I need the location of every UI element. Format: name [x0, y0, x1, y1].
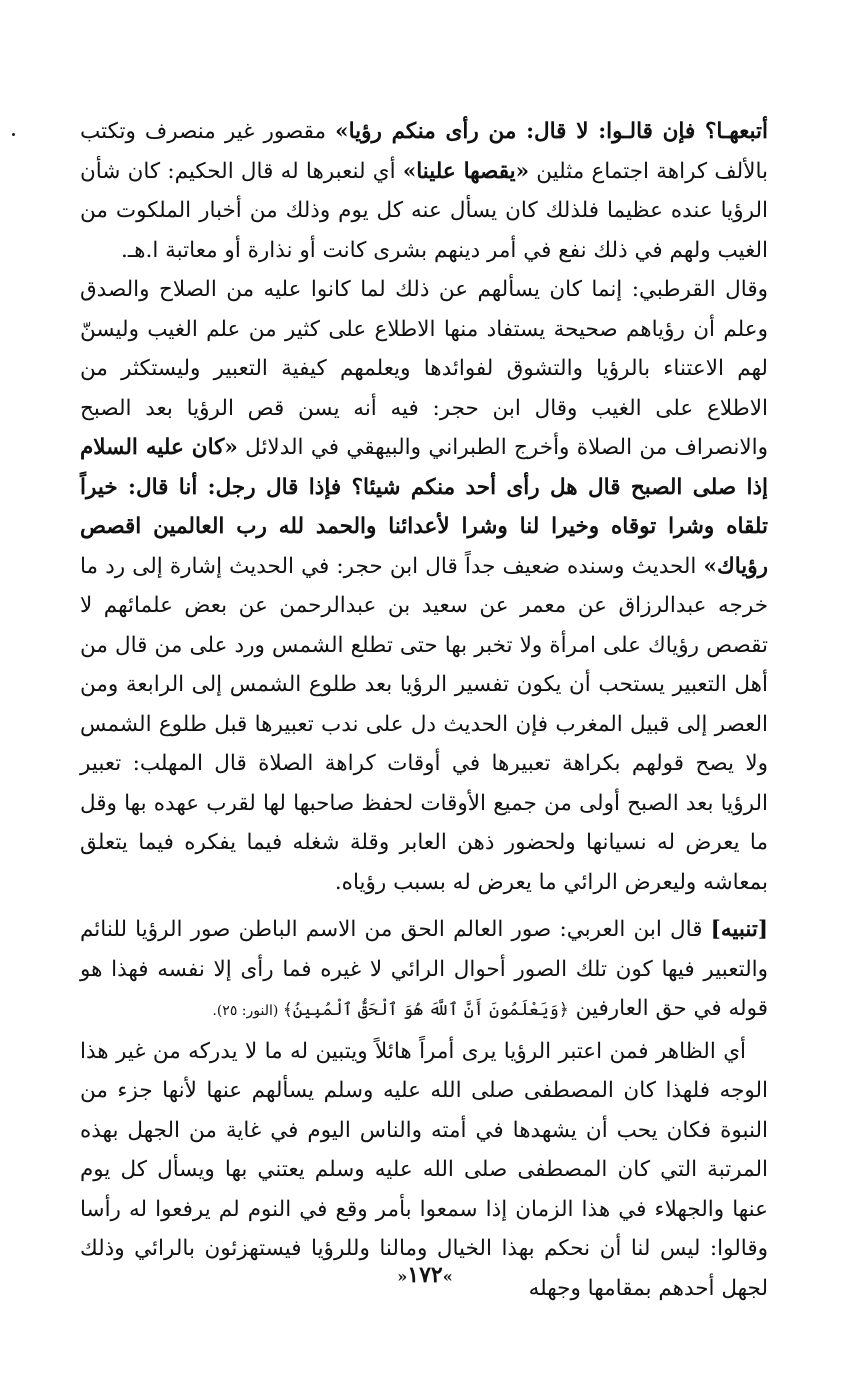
verse-reference: (النور: ٢٥).	[212, 1003, 283, 1019]
page-body	[80, 112, 768, 1308]
note-label: [تنبيه]	[710, 917, 768, 942]
page-number	[0, 1262, 850, 1288]
paragraph-3	[80, 910, 768, 1032]
body-text: قال ابن العربي: صور العالم الحق من الاسم الباطن صور الرؤيا للنائم والتعبير فيها كون تلك الصور أحوال الرائي لا غيره فما رأى إلا نفسه فهذا هو قوله في حق العارفين	[80, 917, 768, 1021]
margin-dot	[12, 133, 15, 136]
body-text: مقصور غير منصرف وتكتب بالألف كراهة اجتماع مثلين	[80, 119, 768, 184]
body-text: الحديث وسنده ضعيف جداً قال ابن حجر: في الحديث إشارة إلى رد ما خرجه عبدالرزاق عن معمر عن سعيد بن عبدالرحمن عن بعض علمائهم لا تقصص رؤياك على امرأة ولا تخبر بها حتى تطلع الشمس ورد على من قال من أهل التعبير يستحب أن يكون تفسير الرؤيا بعد طلوع الشمس إلى الرابعة ومن العصر إلى قبيل المغرب فإن الحديث دل على ندب تعبيرها قبل طلوع الشمس ولا يصح قولهم بكراهة تعبيرها في أوقات كراهة الصلاة قال المهلب: تعبير الرؤيا بعد الصبح أولى من جميع الأوقات لحفظ صاحبها لها لقرب عهده بها وقل ما يعرض له نسيانها ولحضور ذهن العابر وقلة شغله فيما يفكره فيما يتعلق بمعاشه وليعرض الرائي ما يعرض له بسبب رؤياه.	[80, 553, 768, 895]
quoted-hadith-text: «كان عليه السلام إذا صلى الصبح قال هل رأى أحد منكم شيئا؟ فإذا قال رجل: أنا قال: خيراً تلقاه وشرا توقاه وخيرا لنا وشرا لأعدائنا والحمد لله رب العالمين اقصص رؤياك»	[80, 435, 768, 579]
quoted-hadith-text: أتبعهـا؟ فإن قالـوا: لا قال: من رأى منكم رؤيا»	[335, 119, 768, 144]
quran-verse: ﴿وَيَعْلَمُونَ أَنَّ ٱللَّهَ هُوَ ٱلْحَقُّ ٱلْمُبِينُ﴾	[282, 1000, 569, 1020]
page-number-ornament-left: «	[397, 1267, 408, 1286]
page-number-value: ١٧٢	[407, 1262, 443, 1288]
paragraph-spacer	[80, 902, 768, 910]
paragraph-2	[80, 270, 768, 902]
body-text: أي الظاهر فمن اعتبر الرؤيا يرى أمراً هائلاً ويتبين له ما لا يدركه من غير هذا الوجه فلهذا كان المصطفى صلى الله عليه وسلم يسألهم عنها لأنها جزء من النبوة فكان يحب أن يشهدها في أمته والناس اليوم في غاية من الجهل بهذه المرتبة التي كان المصطفى صلى الله عليه وسلم يعتني بها ويسأل كل يوم عنها والجهلاء في هذا الزمان إذا سمعوا بأمر وقع في النوم لم يرفعوا له رأسا وقالوا: ليس لنا أن نحكم بهذا الخيال ومالنا وللرؤيا فيستهزئون بالرائي وذلك لجهل أحدهم بمقامها وجهله	[80, 1038, 768, 1301]
paragraph-1	[80, 112, 768, 270]
page-number-ornament-right: »	[442, 1267, 453, 1286]
quoted-text: «يقصها علينا»	[402, 158, 530, 184]
body-text: أي لنعبرها له قال الحكيم: كان شأن الرؤيا عنده عظيما فلذلك كان يسأل عنه كل يوم وذلك من أخبار الملكوت من الغيب ولهم في ذلك نفع في أمر دينهم بشرى كانت أو نذارة أو معاتبة ا.هـ.	[80, 158, 768, 263]
body-text: وقال القرطبي: إنما كان يسألهم عن ذلك لما كانوا عليه من الصلاح والصدق وعلم أن رؤياهم صحيحة يستفاد منها الاطلاع على كثير من علم الغيب وليسنّ لهم الاعتناء بالرؤيا والتشوق لفوائدها ويعلمهم كيفية التعبير وليستكثر من الاطلاع على الغيب وقال ابن حجر: فيه أنه يسن قص الرؤيا بعد الصبح والانصراف من الصلاة وأخرج الطبراني والبيهقي في الدلائل	[80, 277, 768, 460]
